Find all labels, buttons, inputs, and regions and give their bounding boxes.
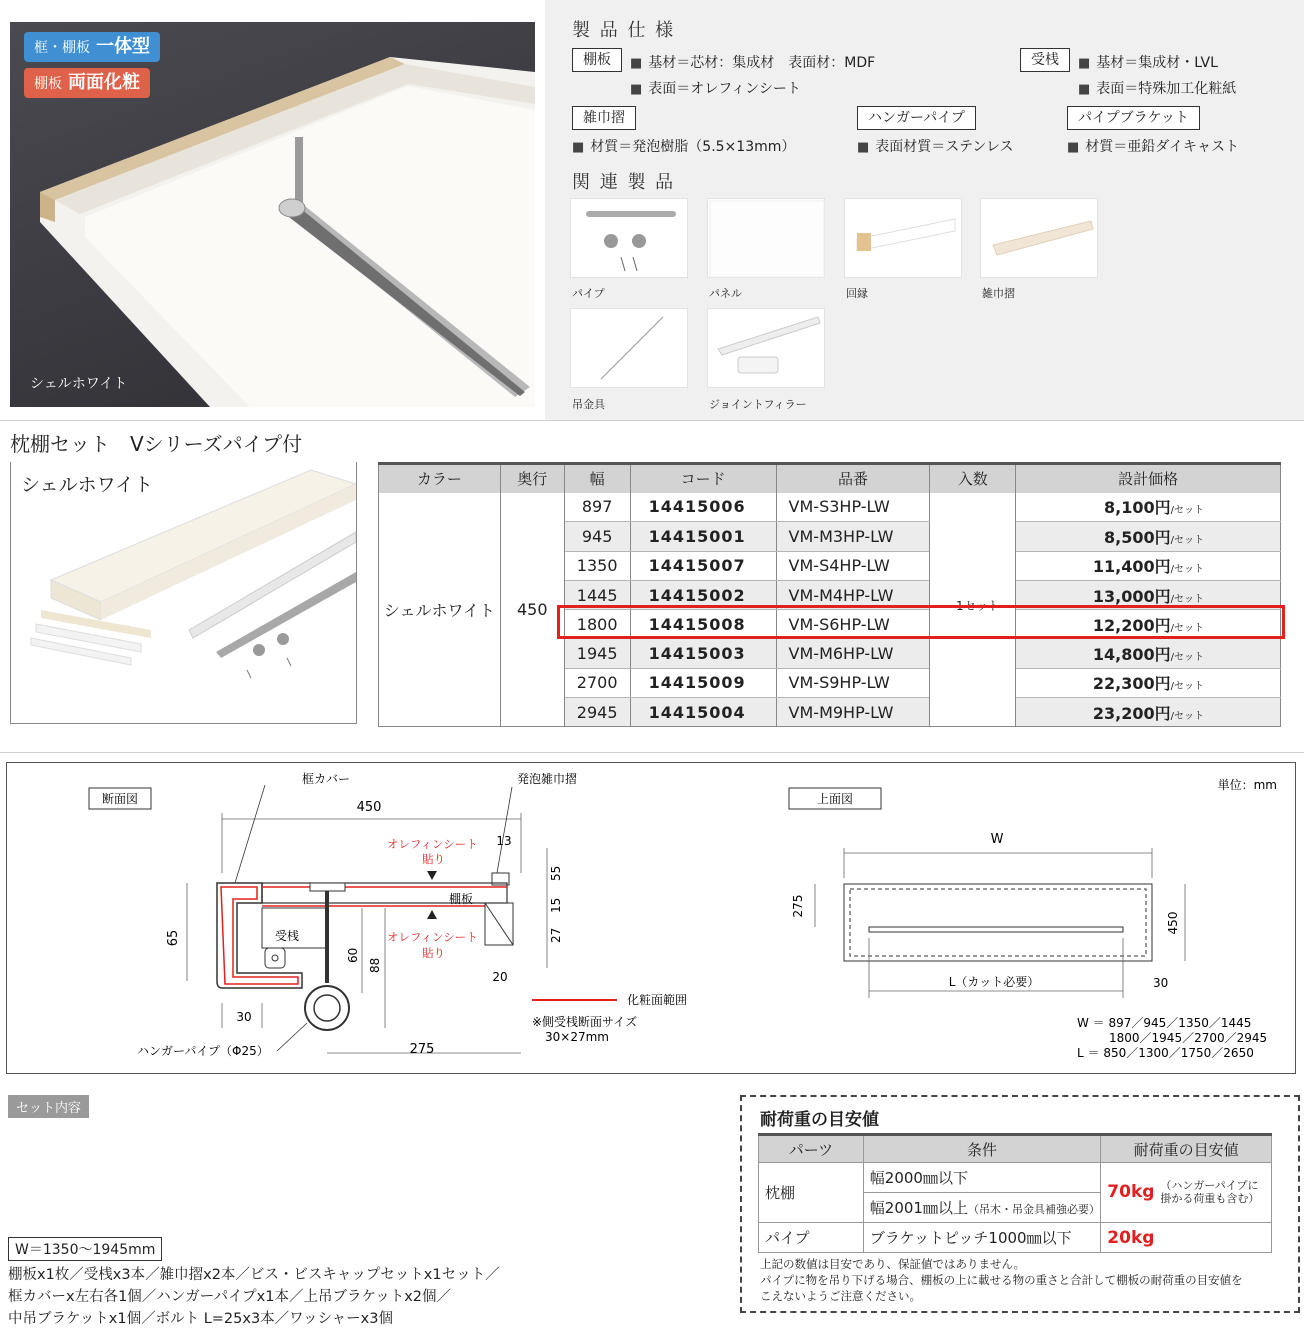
cell-price: 8,500円/セット [1016,522,1281,551]
set-contents-line-1: 棚板x1枚／受桟x3本／雑巾摺x2本／ビス・ビスキャップセットx1セット／ [8,1267,500,1283]
cell-code: 14415004 [630,698,776,727]
set-contents-badge: セット内容 [8,1095,89,1118]
pipe-inner [314,995,340,1021]
dim-30: 30 [236,1010,252,1024]
set-width-range: W＝1350～1945mm [8,1237,162,1261]
unit-label: 単位：mm [1217,778,1277,792]
diagram-panel [6,762,1296,1074]
spec-title: 製 品 仕 様 [572,20,676,41]
thumb-molding[interactable] [844,198,962,278]
set-contents-line-2: 框カバーx左右各1個／ハンガーパイプx1本／上吊ブラケットx2個／ [8,1289,452,1305]
cell-part: VM-S4HP-LW [776,551,930,580]
cell-price: 14,800円/セット [1016,639,1281,668]
label-shelf: 棚板 [449,892,474,906]
cell-width: 945 [564,522,630,551]
load-value-shelf: 70kg （ハンガーパイプに 掛かる荷重も含む） [1101,1163,1272,1223]
load-note-3: こえないようご注意ください。 [760,1289,921,1303]
cell-part: VM-S3HP-LW [776,493,930,522]
arrow-up [427,910,437,919]
table-header-row [379,464,1281,493]
arrow-down [427,871,437,880]
thumb-label-hanger-fitting: 吊金具 [572,398,605,411]
top-diagram [789,778,1277,1060]
cell-price: 8,100円/セット [1016,493,1281,522]
thumb-label-trim: 雑巾摺 [982,287,1015,300]
header-part-number: 品番 [776,464,930,493]
spec-shelf-material: ■ 基材＝芯材：集成材 表面材：MDF [630,52,875,72]
section-note-2: 30×27mm [545,1030,609,1044]
load-header-value: 耐荷重の目安値 [1101,1135,1272,1163]
thumb-trim[interactable] [980,198,1098,278]
label-olefin-bottom-1: オレフィンシート [387,930,478,944]
dim-30: 30 [1153,976,1169,990]
cell-width: 1800 [564,610,630,639]
load-cond-pipe: ブラケットピッチ1000㎜以下 [863,1223,1101,1253]
thumb-hanger-fitting[interactable] [570,308,688,388]
dim-55: 55 [549,865,563,881]
label-olefin-top-1: オレフィンシート [387,837,478,851]
dim-13: 13 [496,834,512,848]
label-support: 受桟 [275,929,300,943]
dim-20: 20 [492,970,508,984]
legend-label: 化粧面範囲 [627,993,688,1007]
cell-price: 13,000円/セット [1016,580,1281,609]
set-image [10,462,357,724]
quantity-value: 1セット [956,599,1000,613]
thumb-panel[interactable] [707,198,825,278]
top-title: 上面図 [816,792,854,806]
mount-plate [265,948,285,968]
dim-65: 65 [166,929,181,947]
highlight-frame [557,605,1285,639]
cell-width: 2700 [564,668,630,697]
spec-shelf-surface: ■ 表面＝オレフィンシート [630,78,801,98]
panel-thumbnail [708,199,826,279]
leader-line [277,1023,307,1051]
leader-line [235,785,265,883]
molding-thumbnail [845,199,963,279]
label-shelf: 棚板 [572,48,622,72]
dim-60: 60 [346,947,360,963]
cell-part: VM-M9HP-LW [776,698,930,727]
table-row [379,493,1281,522]
cell-part: VM-M3HP-LW [776,522,930,551]
label-foam-trim: 発泡雑巾摺 [517,772,578,786]
header-width: 幅 [564,464,630,493]
load-row [759,1223,1272,1253]
load-part-pipe: パイプ [759,1223,864,1253]
load-header-part: パーツ [759,1135,864,1163]
divider [0,420,1304,421]
cell-price: 23,200円/セット [1016,698,1281,727]
dim-w: W [990,832,1004,847]
label-support: 受桟 [1020,48,1070,72]
set-image-label: シェルホワイト [21,474,154,496]
cell-width: 1445 [564,580,630,609]
joint-filler-thumbnail [708,309,826,389]
cell-code: 14415009 [630,668,776,697]
badge-integrated: 框・棚板 一体型 [24,32,160,62]
cell-price: 12,200円/セット [1016,610,1281,639]
product-photo [10,22,535,407]
dim-450: 450 [356,800,382,815]
thumb-label-molding: 回縁 [846,287,868,300]
dim-15: 15 [549,897,563,913]
load-title: 耐荷重の目安値 [760,1110,879,1130]
cell-part: VM-S6HP-LW [776,610,930,639]
dim-275: 275 [409,1042,435,1057]
cell-part: VM-M6HP-LW [776,639,930,668]
leader-line [497,787,512,873]
set-contents-line-3: 中吊ブラケットx1個／ボルト L=25x3本／ワッシャーx3個 [8,1311,393,1327]
cell-depth: 450 [500,493,564,727]
load-value-pipe: 20kg [1101,1223,1272,1253]
diagram-svg [7,763,1295,1073]
cell-color: シェルホワイト [379,493,501,727]
cell-width: 897 [564,493,630,522]
spec-pipe-material: ■ 表面材質＝ステンレス [857,136,1014,156]
badge-double-sided: 棚板 両面化粧 [24,68,150,98]
cell-code: 14415008 [630,610,776,639]
label-pipe-bracket: パイプブラケット [1067,106,1200,130]
related-title: 関 連 製 品 [572,172,676,193]
spec-support-surface: ■ 表面＝特殊加工化粧紙 [1078,78,1236,98]
thumb-label-panel: パネル [709,287,742,300]
label-hanger-pipe: ハンガーパイプ [857,106,976,130]
label-frame-cover: 框カバー [302,772,351,786]
cell-code: 14415003 [630,639,776,668]
cell-code: 14415007 [630,551,776,580]
header-quantity: 入数 [930,464,1016,493]
spec-panel [545,0,1304,420]
dim-88: 88 [368,957,382,973]
cell-price: 11,400円/セット [1016,551,1281,580]
load-header-row [759,1135,1272,1163]
cell-width: 2945 [564,698,630,727]
l-values: L ＝ 850／1300／1750／2650 [1077,1046,1254,1060]
load-cond-2: 幅2001㎜以上（吊木・吊金具補強必要） [863,1193,1101,1223]
label-trim: 雑巾摺 [572,106,636,130]
top-outline [844,884,1152,961]
thumb-joint-filler[interactable] [707,308,825,388]
header-depth: 奥行 [500,464,564,493]
load-header-condition: 条件 [863,1135,1101,1163]
load-note-2: パイプに物を吊り下げる場合、棚板の上に載せる物の重さと合計して棚板の耐荷重の目安値を [760,1273,1243,1287]
cell-width: 1350 [564,551,630,580]
dim-450: 450 [1166,911,1180,935]
w-values-1: W ＝ 897／945／1350／1445 [1077,1016,1252,1030]
cell-code: 14415001 [630,522,776,551]
spec-support-material: ■ 基材＝集成材・LVL [1078,52,1218,72]
thumb-label-joint-filler: ジョイントフィラー [709,398,807,411]
section-note-1: ※側受桟断面サイズ [532,1015,638,1029]
header-code: コード [630,464,776,493]
product-table [378,462,1281,727]
load-part-shelf: 枕棚 [759,1163,864,1223]
dim-l: L（カット必要） [948,975,1040,989]
label-olefin-top-2: 貼り [422,852,445,866]
dim-27: 27 [549,927,563,943]
cell-part: VM-M4HP-LW [776,580,930,609]
header-price: 設計価格 [1016,464,1281,493]
set-illustration [11,462,356,724]
load-table [758,1133,1272,1253]
thumb-pipe[interactable] [570,198,688,278]
spec-bracket-material: ■ 材質＝亜鉛ダイキャスト [1067,136,1239,156]
spec-trim-material: ■ 材質＝発泡樹脂（5.5×13mm） [572,136,795,156]
load-note-1: 上記の数値は目安であり、保証値ではありません。 [760,1257,1026,1271]
trim-thumbnail [981,199,1099,279]
load-row [759,1163,1272,1193]
pipe-thumbnail [571,199,689,279]
label-hanger-pipe: ハンガーパイプ（Φ25） [137,1044,269,1058]
hanger-fitting-thumbnail [571,309,689,389]
label-olefin-bottom-2: 貼り [422,946,445,960]
cell-part: VM-S9HP-LW [776,668,930,697]
top-pipe [869,927,1123,932]
load-cond-1: 幅2000㎜以下 [863,1163,1101,1193]
dim-275: 275 [791,894,805,918]
cell-code: 14415006 [630,493,776,522]
support-diagonal [485,903,513,945]
thumb-label-pipe: パイプ [572,287,605,300]
cell-width: 1945 [564,639,630,668]
cell-price: 22,300円/セット [1016,668,1281,697]
bracket-top [310,883,345,891]
w-values-2: 1800／1945／2700／2945 [1109,1031,1268,1045]
section-diagram [89,771,687,1058]
photo-caption: シェルホワイト [30,376,128,392]
cell-code: 14415002 [630,580,776,609]
header-color: カラー [379,464,501,493]
section-title: 断面図 [101,792,139,806]
set-title: 枕棚セット Vシリーズパイプ付 [10,432,303,456]
divider [0,752,1304,753]
